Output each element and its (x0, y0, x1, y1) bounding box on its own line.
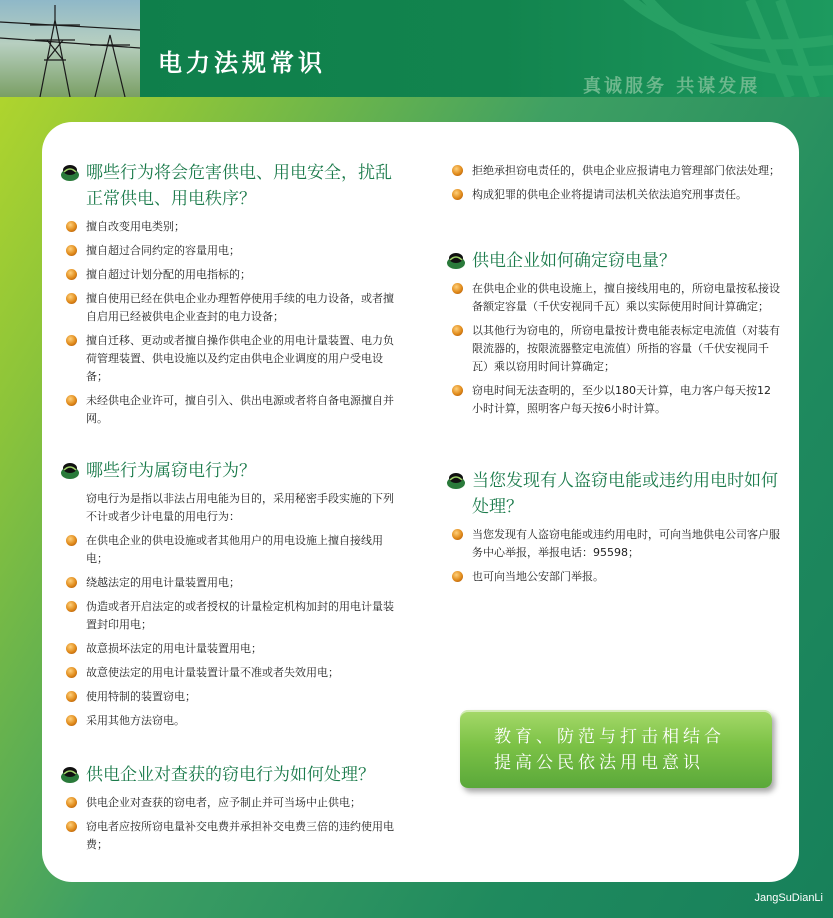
section-heading: 供电企业对查获的窃电行为如何处理？ (60, 762, 400, 788)
list-item: 绕越法定的用电计量装置用电； (60, 574, 400, 592)
list-item: 当您发现有人盗窃电能或违约用电时，可向当地供电公司客户服务中心举报，举报电话：95598； (446, 526, 781, 562)
list-item: 擅自超过合同约定的容量用电； (60, 242, 400, 260)
handling-cont-list (446, 162, 781, 204)
section-theft (60, 458, 400, 736)
section-handling (60, 762, 400, 860)
list-item: 擅自迁移、更动或者擅自操作供电企业的用电计量装置、电力负荷管理装置、供电设施以及约定由供电企业调度的用户受电设备； (60, 332, 400, 386)
bullet-icon (66, 535, 77, 546)
bullet-icon (66, 221, 77, 232)
motto-line-1: 教育、防范与打击相结合 (494, 727, 725, 747)
bullet-icon (66, 691, 77, 702)
power-tower-icon (0, 0, 140, 97)
bullet-icon (66, 269, 77, 280)
leaf-icon (60, 164, 80, 182)
bullet-icon (66, 821, 77, 832)
page-header (0, 0, 833, 97)
list-item: 供电企业对查获的窃电者，应予制止并可当场中止供电； (60, 794, 400, 812)
section-handling-cont (446, 156, 781, 210)
watermark: JangSuDianLi (754, 892, 823, 904)
bullet-icon (66, 577, 77, 588)
bullet-icon (66, 335, 77, 346)
leaf-icon (446, 472, 466, 490)
leaf-icon (60, 766, 80, 784)
list-item: 窃电者应按所窃电量补交电费并承担补交电费三倍的违约使用电费； (60, 818, 400, 854)
theft-list (60, 532, 400, 730)
bullet-icon (452, 165, 463, 176)
list-item: 也可向当地公安部门举报。 (446, 568, 781, 586)
list-item: 故意使法定的用电计量装置计量不准或者失效用电； (60, 664, 400, 682)
bullet-icon (452, 325, 463, 336)
bullet-icon (452, 283, 463, 294)
list-item: 拒绝承担窃电责任的，供电企业应报请电力管理部门依法处理； (446, 162, 781, 180)
bullet-icon (66, 715, 77, 726)
list-item: 未经供电企业许可，擅自引入、供出电源或者将自备电源擅自并网。 (60, 392, 400, 428)
bullet-icon (66, 797, 77, 808)
content-card (42, 122, 799, 882)
leaf-icon (60, 462, 80, 480)
leaf-icon (446, 252, 466, 270)
section-heading: 供电企业如何确定窃电量？ (446, 248, 781, 274)
bullet-icon (452, 189, 463, 200)
list-item: 擅自超过计划分配的用电指标的； (60, 266, 400, 284)
bullet-icon (452, 571, 463, 582)
bullet-icon (66, 667, 77, 678)
list-item: 构成犯罪的供电企业将提请司法机关依法追究刑事责任。 (446, 186, 781, 204)
slogan: 真诚服务 共谋发展 (583, 76, 761, 97)
list-item: 擅自使用已经在供电企业办理暂停使用手续的电力设备，或者擅自启用已经被供电企业查封的电力设备； (60, 290, 400, 326)
list-item: 在供电企业的供电设施上，擅自接线用电的，所窃电量按私接设备额定容量（千伏安视同千瓦）乘以实际使用时间计算确定； (446, 280, 781, 316)
section-heading: 哪些行为属窃电行为？ (60, 458, 400, 484)
bullet-icon (66, 245, 77, 256)
bullet-icon (66, 293, 77, 304)
bullet-icon (66, 601, 77, 612)
section-heading: 哪些行为将会危害供电、用电安全，扰乱正常供电、用电秩序？ (60, 160, 400, 212)
page-title: 电力法规常识 (158, 49, 326, 77)
report-list (446, 526, 781, 586)
section-heading: 当您发现有人盗窃电能或违约用电时如何处理？ (446, 468, 781, 520)
amount-list (446, 280, 781, 418)
danger-list (60, 218, 400, 428)
list-item: 以其他行为窃电的，所窃电量按计费电能表标定电流值（对装有限流器的，按限流器整定电流值）所指的容量（千伏安视同千瓦）乘以窃用时间计算确定； (446, 322, 781, 376)
bullet-icon (66, 643, 77, 654)
motto-box (460, 710, 772, 788)
list-item: 故意损坏法定的用电计量装置用电； (60, 640, 400, 658)
power-tower-photo (0, 0, 140, 97)
section-report (446, 468, 781, 592)
section-amount (446, 248, 781, 424)
list-item: 窃电时间无法查明的，至少以180天计算，电力客户每天按12小时计算，照明客户每天按6小时计算。 (446, 382, 781, 418)
motto-line-2: 提高公民依法用电意识 (494, 753, 704, 773)
list-item: 使用特制的装置窃电； (60, 688, 400, 706)
theft-intro: 窃电行为是指以非法占用电能为目的，采用秘密手段实施的下列不计或者少计电量的用电行为： (86, 492, 394, 523)
bullet-icon (452, 529, 463, 540)
section-danger (60, 160, 400, 434)
list-item: 擅自改变用电类别； (60, 218, 400, 236)
bullet-icon (66, 395, 77, 406)
list-item: 伪造或者开启法定的或者授权的计量检定机构加封的用电计量装置封印用电； (60, 598, 400, 634)
bullet-icon (452, 385, 463, 396)
list-item: 在供电企业的供电设施或者其他用户的用电设施上擅自接线用电； (60, 532, 400, 568)
list-item: 采用其他方法窃电。 (60, 712, 400, 730)
handling-list (60, 794, 400, 854)
